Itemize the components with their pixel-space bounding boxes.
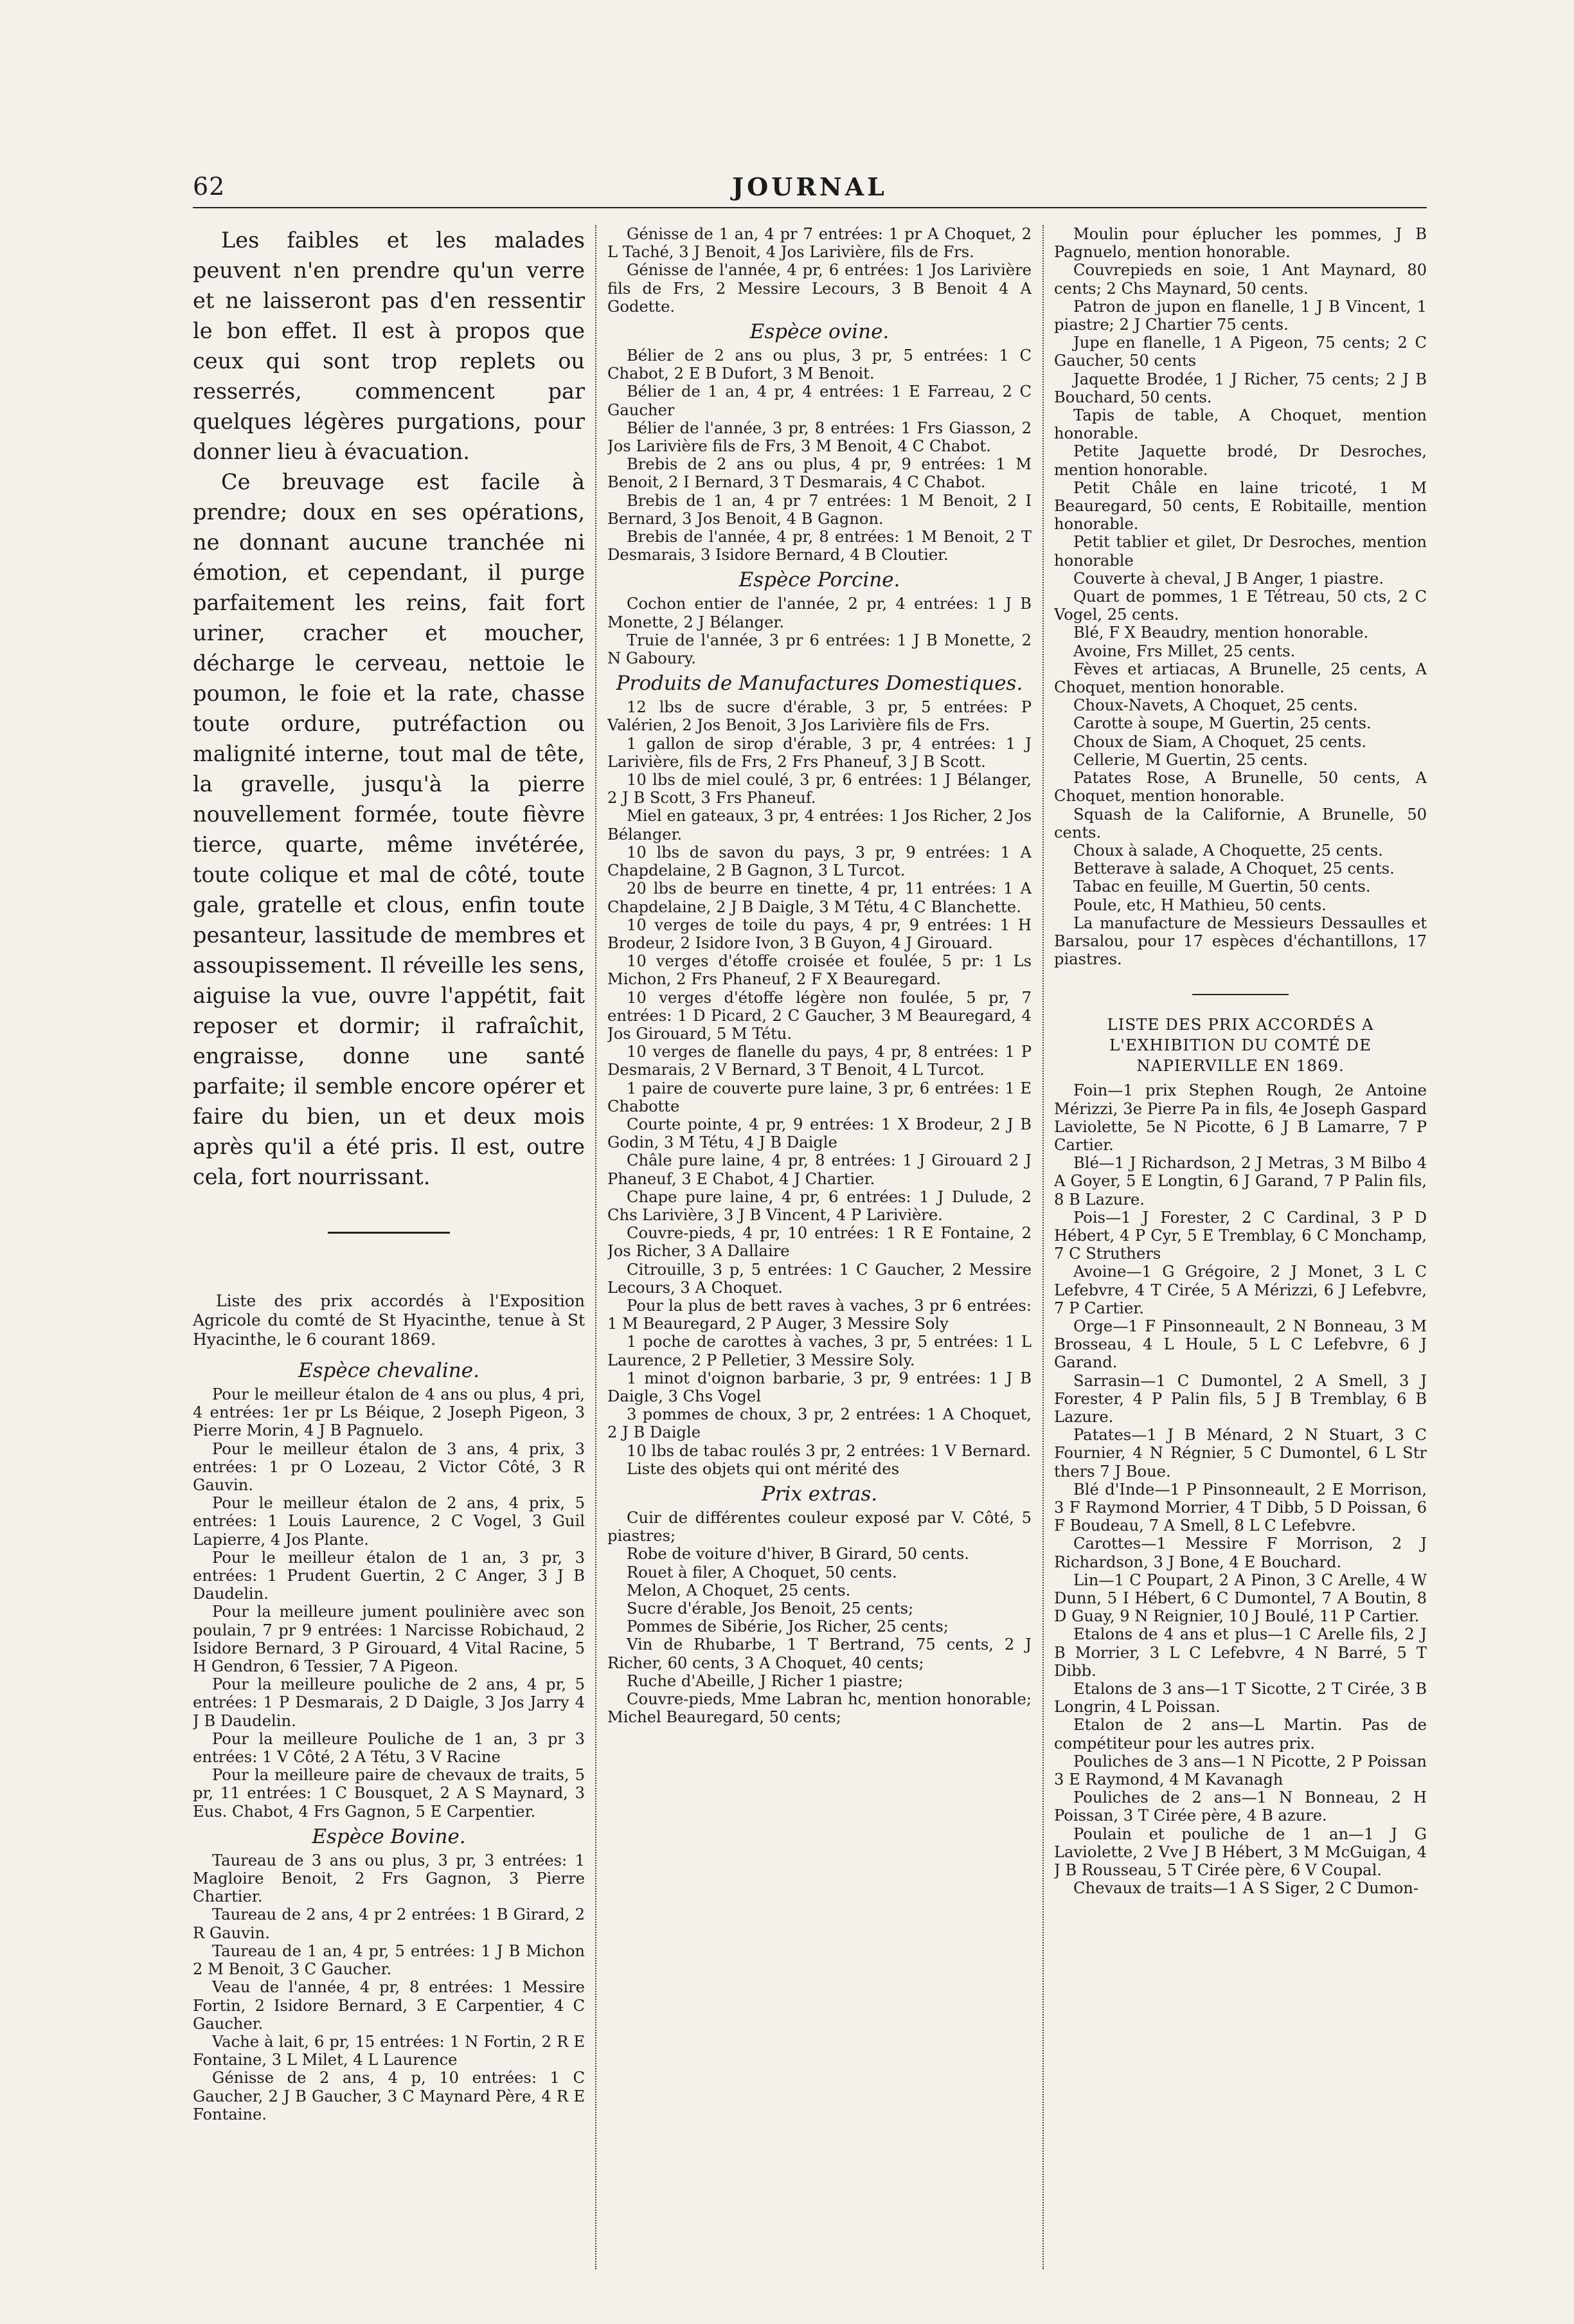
prize-entry: Pour le meilleur étalon de 1 an, 3 pr, 3 entrées: 1 Prudent Guertin, 2 C Anger, 3 J B Daudelin. bbox=[193, 1548, 585, 1603]
prize-entry: Taureau de 3 ans ou plus, 3 pr, 3 entrées: 1 Magloire Benoit, 2 Frs Gagnon, 3 Pierre Chartier. bbox=[193, 1851, 585, 1906]
prize-entry: Lin—1 C Poupart, 2 A Pinon, 3 C Arelle, 4 W Dunn, 5 I Hébert, 6 C Dumontel, 7 A Boutin, 8 D Guay, 9 N Reignier, 10 J Boulé, 11 P Cartier. bbox=[1054, 1571, 1427, 1626]
column-2 bbox=[607, 225, 1032, 2269]
prize-entry: 10 verges de toile du pays, 4 pr, 9 entrées: 1 H Brodeur, 2 Isidore Ivon, 3 B Guyon, 4 J Girouard. bbox=[607, 915, 1032, 952]
prize-entry: Pouliches de 3 ans—1 N Picotte, 2 P Poissan 3 E Raymond, 4 M Kavanagh bbox=[1054, 1752, 1427, 1789]
prize-entry: 10 lbs de savon du pays, 3 pr, 9 entrées: 1 A Chapdelaine, 2 B Gagnon, 3 L Turcot. bbox=[607, 843, 1032, 880]
prize-entry: Quart de pommes, 1 E Tétreau, 50 cts, 2 C Vogel, 25 cents. bbox=[1054, 588, 1427, 624]
journal-title: JOURNAL bbox=[732, 172, 888, 201]
prize-entry: Choux-Navets, A Choquet, 25 cents. bbox=[1073, 696, 1358, 715]
prize-entry: Citrouille, 3 p, 5 entrées: 1 C Gaucher, 2 Messire Lecours, 3 A Choquet. bbox=[607, 1260, 1032, 1297]
ornamental-rule bbox=[328, 1232, 450, 1234]
prize-entry: Couverte à cheval, J B Anger, 1 piastre. bbox=[1073, 569, 1384, 588]
prize-entry: Melon, A Choquet, 25 cents. bbox=[627, 1581, 851, 1599]
prize-entry: Avoine, Frs Millet, 25 cents. bbox=[1073, 642, 1296, 660]
column-1 bbox=[193, 225, 585, 2269]
prize-entry: Pour la plus de bett raves à vaches, 3 pr 6 entrées: 1 M Beauregard, 2 P Auger, 3 Messire Soly bbox=[607, 1296, 1032, 1333]
prize-entry: Pour la meilleure Pouliche de 1 an, 3 pr 3 entrées: 1 V Côté, 2 A Tétu, 3 V Racine bbox=[193, 1729, 585, 1767]
prize-entry: Sarrasin—1 C Dumontel, 2 A Smell, 3 J Forester, 4 P Palin fils, 5 J B Tremblay, 6 B Lazure. bbox=[1054, 1371, 1427, 1426]
prize-entry: Bélier de 1 an, 4 pr, 4 entrées: 1 E Farreau, 2 C Gaucher bbox=[607, 383, 1032, 419]
prize-entry: 1 minot d'oignon barbarie, 3 pr, 9 entrées: 1 J B Daigle, 3 Chs Vogel bbox=[607, 1369, 1032, 1405]
prize-entry: Etalon de 2 ans—L Martin. Pas de compétiteur pour les autres prix. bbox=[1054, 1716, 1427, 1752]
prize-entry: Poule, etc, H Mathieu, 50 cents. bbox=[1073, 896, 1327, 914]
section-heading: Espèce ovine. bbox=[749, 320, 890, 344]
prize-entry: Brebis de 2 ans ou plus, 4 pr, 9 entrées: 1 M Benoit, 2 I Bernard, 3 T Desmarais, 4 C Chabot. bbox=[607, 455, 1032, 492]
prize-entry: Cochon entier de l'année, 2 pr, 4 entrées: 1 J B Monette, 2 J Bélanger. bbox=[607, 595, 1032, 631]
prize-entry: 12 lbs de sucre d'érable, 3 pr, 5 entrées: P Valérien, 2 Jos Benoit, 3 Jos Larivière fils de Frs. bbox=[607, 698, 1032, 735]
prize-entry: Taureau de 1 an, 4 pr, 5 entrées: 1 J B Michon 2 M Benoit, 3 C Gaucher. bbox=[193, 1941, 585, 1979]
prize-entry: 20 lbs de beurre en tinette, 4 pr, 11 entrées: 1 A Chapdelaine, 2 J B Daigle, 3 M Tétu, 4 C Blanchette. bbox=[607, 879, 1032, 916]
prize-entry: Chape pure laine, 4 pr, 6 entrées: 1 J Dulude, 2 Chs Larivière, 3 J B Vincent, 4 P Larivière. bbox=[607, 1187, 1032, 1224]
section-heading: Prix extras. bbox=[761, 1482, 878, 1506]
prize-entry: Blé, F X Beaudry, mention honorable. bbox=[1073, 624, 1369, 642]
page-number: 62 bbox=[193, 172, 226, 201]
prize-entry: Petit tablier et gilet, Dr Desroches, mention honorable bbox=[1054, 533, 1427, 570]
prize-entry: Blé d'Inde—1 P Pinsonneault, 2 E Morrison, 3 F Raymond Morrier, 4 T Dibb, 5 D Poissan, 6 F Boudeau, 7 A Smell, 8 L C Lefebvre. bbox=[1054, 1480, 1427, 1535]
prize-entry: Patates—1 J B Ménard, 2 N Stuart, 3 C Fournier, 4 N Régnier, 5 C Dumontel, 6 L Str thers 7 J Boue. bbox=[1054, 1426, 1427, 1481]
prize-entry: Brebis de l'année, 4 pr, 8 entrées: 1 M Benoit, 2 T Desmarais, 3 Isidore Bernard, 4 B Cloutier. bbox=[607, 528, 1032, 564]
prize-entry: Pois—1 J Forester, 2 C Cardinal, 3 P D Hébert, 4 P Cyr, 5 E Tremblay, 6 C Monchamp, 7 C Struthers bbox=[1054, 1208, 1427, 1263]
prize-entry: 3 pommes de choux, 3 pr, 2 entrées: 1 A Choquet, 2 J B Daigle bbox=[607, 1405, 1032, 1442]
prize-entry: Fèves et artiacas, A Brunelle, 25 cents, A Choquet, mention honorable. bbox=[1054, 660, 1427, 697]
prize-entry: Jupe en flanelle, 1 A Pigeon, 75 cents; 2 C Gaucher, 50 cents bbox=[1054, 334, 1427, 370]
header-rule bbox=[193, 207, 1427, 208]
prize-entry: Squash de la Californie, A Brunelle, 50 cents. bbox=[1054, 805, 1427, 842]
column-divider-2 bbox=[1042, 225, 1044, 2269]
prize-entry: Orge—1 F Pinsonneault, 2 N Bonneau, 3 M Brosseau, 4 L Houle, 5 L C Lefebvre, 6 J Garand. bbox=[1054, 1317, 1427, 1372]
prize-entry: 10 verges de flanelle du pays, 4 pr, 8 entrées: 1 P Desmarais, 2 V Bernard, 3 T Benoit, 4 L Turcot. bbox=[607, 1043, 1032, 1079]
prize-entry: Courte pointe, 4 pr, 9 entrées: 1 X Brodeur, 2 J B Godin, 3 M Tétu, 4 J B Daigle bbox=[607, 1115, 1032, 1152]
prize-entry: Pouliches de 2 ans—1 N Bonneau, 2 H Poissan, 3 T Cirée père, 4 B azure. bbox=[1054, 1788, 1427, 1825]
prize-entry: Pour le meilleur étalon de 3 ans, 4 prix, 3 entrées: 1 pr O Lozeau, 2 Victor Côté, 3 R Gauvin. bbox=[193, 1439, 585, 1495]
section-heading: Espèce Bovine. bbox=[312, 1824, 466, 1848]
prize-entry: Patates Rose, A Brunelle, 50 cents, A Choquet, mention honorable. bbox=[1054, 769, 1427, 806]
prize-entry: Jaquette Brodée, 1 J Richer, 75 cents; 2 J B Bouchard, 50 cents. bbox=[1054, 370, 1427, 406]
prize-entry: Etalons de 4 ans et plus—1 C Arelle fils, 2 J B Morrier, 3 L C Lefebvre, 4 N Barré, 5 T Dibb. bbox=[1054, 1625, 1427, 1680]
prize-entry: Génisse de l'année, 4 pr, 6 entrées: 1 Jos Larivière fils de Frs, 2 Messire Lecours, 3 B Benoit 4 A Godette. bbox=[607, 261, 1032, 316]
prize-entry: Tabac en feuille, M Guertin, 50 cents. bbox=[1073, 878, 1371, 896]
prize-entry: Brebis de 1 an, 4 pr 7 entrées: 1 M Benoit, 2 I Bernard, 3 Jos Benoit, 4 B Gagnon. bbox=[607, 491, 1032, 528]
prize-entry: Blé—1 J Richardson, 2 J Metras, 3 M Bilbo 4 A Goyer, 5 E Longtin, 6 J Garand, 7 P Palin fils, 8 B Lazure. bbox=[1054, 1154, 1427, 1209]
prize-entry: Génisse de 2 ans, 4 p, 10 entrées: 1 C Gaucher, 2 J B Gaucher, 3 C Maynard Père, 4 R E Fontaine. bbox=[193, 2069, 585, 2123]
prize-entry: Cuir de différentes couleur exposé par V. Côté, 5 piastres; bbox=[607, 1509, 1032, 1545]
prize-entry: 10 verges d'étoffe légère non foulée, 5 pr, 7 entrées: 1 D Picard, 2 C Gaucher, 3 M Beauregard, 4 Jos Girouard, 5 M Tétu. bbox=[607, 988, 1032, 1043]
prize-entry: Choux de Siam, A Choquet, 25 cents. bbox=[1073, 732, 1367, 751]
prize-entry: Couvrepieds en soie, 1 Ant Maynard, 80 cents; 2 Chs Maynard, 50 cents. bbox=[1054, 261, 1427, 298]
prize-entry: Truie de l'année, 3 pr 6 entrées: 1 J B Monette, 2 N Gaboury. bbox=[607, 631, 1032, 668]
prize-entry: Cellerie, M Guertin, 25 cents. bbox=[1073, 750, 1308, 769]
prize-entry: 10 verges d'étoffe croisée et foulée, 5 pr: 1 Ls Michon, 2 Frs Phaneuf, 2 F X Beauregard. bbox=[607, 952, 1032, 989]
napierville-list-heading: LISTE DES PRIX ACCORDÉS A L'EXHIBITION DU COMTÉ DE NAPIERVILLE EN 1869. bbox=[1107, 1015, 1374, 1076]
prize-entry: Liste des objets qui ont mérité des bbox=[627, 1459, 900, 1478]
prize-entry: Patron de jupon en flanelle, 1 J B Vincent, 1 piastre; 2 J Chartier 75 cents. bbox=[1054, 297, 1427, 334]
prize-entry: Choux à salade, A Choquette, 25 cents. bbox=[1073, 841, 1383, 860]
prize-entry: Tapis de table, A Choquet, mention honorable. bbox=[1054, 406, 1427, 443]
prize-entry: 10 lbs de miel coulé, 3 pr, 6 entrées: 1 J Bélanger, 2 J B Scott, 3 Frs Phaneuf. bbox=[607, 771, 1032, 807]
prize-entry: Pour la meilleure pouliche de 2 ans, 4 pr, 5 entrées: 1 P Desmarais, 2 D Daigle, 3 Jos Jarry 4 J B Daudelin. bbox=[193, 1675, 585, 1730]
prize-entry: Ruche d'Abeille, J Richer 1 piastre; bbox=[627, 1671, 904, 1690]
section-heading: Espèce chevaline. bbox=[298, 1359, 479, 1382]
prose-paragraph: Ce breuvage est facile à prendre; doux en ses opérations, ne donnant aucune tranchée ni émotion, et cependant, il purge parfaitement les reins, fait fort uriner, cracher et moucher, décharge le cerveau, nettoie le poumon, le foie et la rate, chasse toute ordure, putréfaction ou malignité interne, tout mal de tête, la gravelle, jusqu'à la pierre nouvellement formée, toute fièvre tierce, quarte, même invétérée, toute colique et mal de côté, toute gale, gratelle et clous, enfin toute pesanteur, lassitude de membres et assoupissement. Il réveille les sens, aiguise la vue, ouvre l'appétit, fait reposer et dormir; il rafraîchit, engraisse, donne une santé parfaite; il semble encore opérer et faire du bien, un et deux mois après qu'il a été pris. Il est, outre cela, fort nourrissant. bbox=[193, 469, 585, 1189]
prize-list-intro: Liste des prix accordés à l'Exposition Agricole du comté de St Hyacinthe, tenue à St Hyacinthe, le 6 courant 1869. bbox=[193, 1292, 585, 1349]
prize-entry: Miel en gateaux, 3 pr, 4 entrées: 1 Jos Richer, 2 Jos Bélanger. bbox=[607, 807, 1032, 843]
prize-entry: Couvre-pieds, Mme Labran hc, mention honorable; Michel Beauregard, 50 cents; bbox=[607, 1690, 1032, 1727]
prize-entry: Pour la meilleure jument poulinière avec son poulain, 7 pr 9 entrées: 1 Narcisse Robichaud, 2 Isidore Bernard, 3 P Girouard, 4 Vital Racine, 5 H Gendron, 6 Tessier, 7 A Pigeon. bbox=[193, 1603, 585, 1676]
prize-entry: Robe de voiture d'hiver, B Girard, 50 cents. bbox=[627, 1545, 969, 1563]
prize-entry: Châle pure laine, 4 pr, 8 entrées: 1 J Girouard 2 J Phaneuf, 3 E Chabot, 4 J Chartier. bbox=[607, 1151, 1032, 1188]
prize-entry: Petit Châle en laine tricoté, 1 M Beauregard, 50 cents, E Robitaille, mention honorable. bbox=[1054, 478, 1427, 534]
prize-entry: Betterave à salade, A Choquet, 25 cents. bbox=[1073, 860, 1395, 878]
prize-entry: Foin—1 prix Stephen Rough, 2e Antoine Mérizzi, 3e Pierre Pa in fils, 4e Joseph Gaspard Laviolette, 5e N Picotte, 6 J B Lamarre, 7 P Cartier. bbox=[1054, 1081, 1427, 1154]
prize-entry: La manufacture de Messieurs Dessaulles et Barsalou, pour 17 espèces d'échantillons, 17 piastres. bbox=[1054, 914, 1427, 969]
prize-entry: Vache à lait, 6 pr, 15 entrées: 1 N Fortin, 2 R E Fontaine, 3 L Milet, 4 L Laurence bbox=[193, 2032, 585, 2069]
prize-entry: 1 paire de couverte pure laine, 3 pr, 6 entrées: 1 E Chabotte bbox=[607, 1079, 1032, 1115]
prize-entry: Carotte à soupe, M Guertin, 25 cents. bbox=[1073, 714, 1372, 733]
section-heading: Produits de Manufactures Domestiques. bbox=[616, 672, 1023, 696]
prize-entry: Moulin pour éplucher les pommes, J B Pagnuelo, mention honorable. bbox=[1054, 225, 1427, 262]
prize-entry: 1 poche de carottes à vaches, 3 pr, 5 entrées: 1 L Laurence, 2 P Pelletier, 3 Messire Soly. bbox=[607, 1333, 1032, 1369]
prize-entry: 1 gallon de sirop d'érable, 3 pr, 4 entrées: 1 J Larivière, fils de Frs, 2 Frs Phaneuf, 3 J B Scott. bbox=[607, 734, 1032, 771]
prize-entry: Rouet à filer, A Choquet, 50 cents. bbox=[627, 1563, 897, 1581]
section-heading: Espèce Porcine. bbox=[738, 568, 900, 592]
prize-entry: Petite Jaquette brodé, Dr Desroches, mention honorable. bbox=[1054, 442, 1427, 479]
prize-entry: Chevaux de traits—1 A S Siger, 2 C Dumon- bbox=[1073, 1879, 1419, 1898]
page-header bbox=[193, 172, 1427, 211]
prize-entry: 10 lbs de tabac roulés 3 pr, 2 entrées: 1 V Bernard. bbox=[627, 1441, 1031, 1460]
prize-entry: Couvre-pieds, 4 pr, 10 entrées: 1 R E Fontaine, 2 Jos Richer, 3 A Dallaire bbox=[607, 1224, 1032, 1261]
prose-paragraph: Les faibles et les malades peuvent n'en prendre qu'un verre et ne laisseront pas d'en ressentir le bon effet. Il est à propos que ceux qui sont trop replets ou resserrés, commencent par quelques légères purgations, pour donner lieu à évacuation. bbox=[193, 228, 585, 464]
prize-entry: Vin de Rhubarbe, 1 T Bertrand, 75 cents, 2 J Richer, 60 cents, 3 A Choquet, 40 cents; bbox=[607, 1635, 1032, 1672]
prize-entry: Pour la meilleure paire de chevaux de traits, 5 pr, 11 entrées: 1 C Bousquet, 2 A S Maynard, 3 Eus. Chabot, 4 Frs Gagnon, 5 E Carpentier. bbox=[193, 1766, 585, 1821]
prize-entry: Avoine—1 G Grégoire, 2 J Monet, 3 L C Lefebvre, 4 T Cirée, 5 A Mérizzi, 6 J Lefebvre, 7 P Cartier. bbox=[1054, 1263, 1427, 1317]
prize-entry: Pommes de Sibérie, Jos Richer, 25 cents; bbox=[627, 1617, 949, 1636]
prize-entry: Bélier de l'année, 3 pr, 8 entrées: 1 Frs Giasson, 2 Jos Larivière fils de Frs, 3 M Benoit, 4 C Chabot. bbox=[607, 419, 1032, 456]
prize-entry: Bélier de 2 ans ou plus, 3 pr, 5 entrées: 1 C Chabot, 2 E B Dufort, 3 M Benoit. bbox=[607, 347, 1032, 383]
prize-entry: Veau de l'année, 4 pr, 8 entrées: 1 Messire Fortin, 2 Isidore Bernard, 3 E Carpentier, 4 C Gaucher. bbox=[193, 1978, 585, 2033]
prize-entry: Taureau de 2 ans, 4 pr 2 entrées: 1 B Girard, 2 R Gauvin. bbox=[193, 1905, 585, 1942]
prize-entry: Génisse de 1 an, 4 pr 7 entrées: 1 pr A Choquet, 2 L Taché, 3 J Benoit, 4 Jos Larivière, fils de Frs. bbox=[607, 225, 1032, 262]
prize-entry: Pour le meilleur étalon de 2 ans, 4 prix, 5 entrées: 1 Louis Laurence, 2 C Vogel, 3 Guil Lapierre, 4 Jos Plante. bbox=[193, 1494, 585, 1549]
prize-entry: Carottes—1 Messire F Morrison, 2 J Richardson, 3 J Bone, 4 E Bouchard. bbox=[1054, 1535, 1427, 1571]
column-divider-1 bbox=[595, 225, 596, 2269]
section-rule bbox=[1192, 994, 1289, 995]
prize-entry: Etalons de 3 ans—1 T Sicotte, 2 T Cirée, 3 B Longrin, 4 L Poissan. bbox=[1054, 1680, 1427, 1716]
prize-entry: Sucre d'érable, Jos Benoit, 25 cents; bbox=[627, 1599, 914, 1618]
column-3 bbox=[1054, 225, 1427, 2269]
prize-entry: Poulain et pouliche de 1 an—1 J G Laviolette, 2 Vve J B Hébert, 3 M McGuigan, 4 J B Rousseau, 5 T Cirée père, 6 V Coupal. bbox=[1054, 1824, 1427, 1880]
prize-entry: Pour le meilleur étalon de 4 ans ou plus, 4 pri, 4 entrées: 1er pr Ls Béique, 2 Joseph Pigeon, 3 Pierre Morin, 4 J B Pagnuelo. bbox=[193, 1385, 585, 1440]
